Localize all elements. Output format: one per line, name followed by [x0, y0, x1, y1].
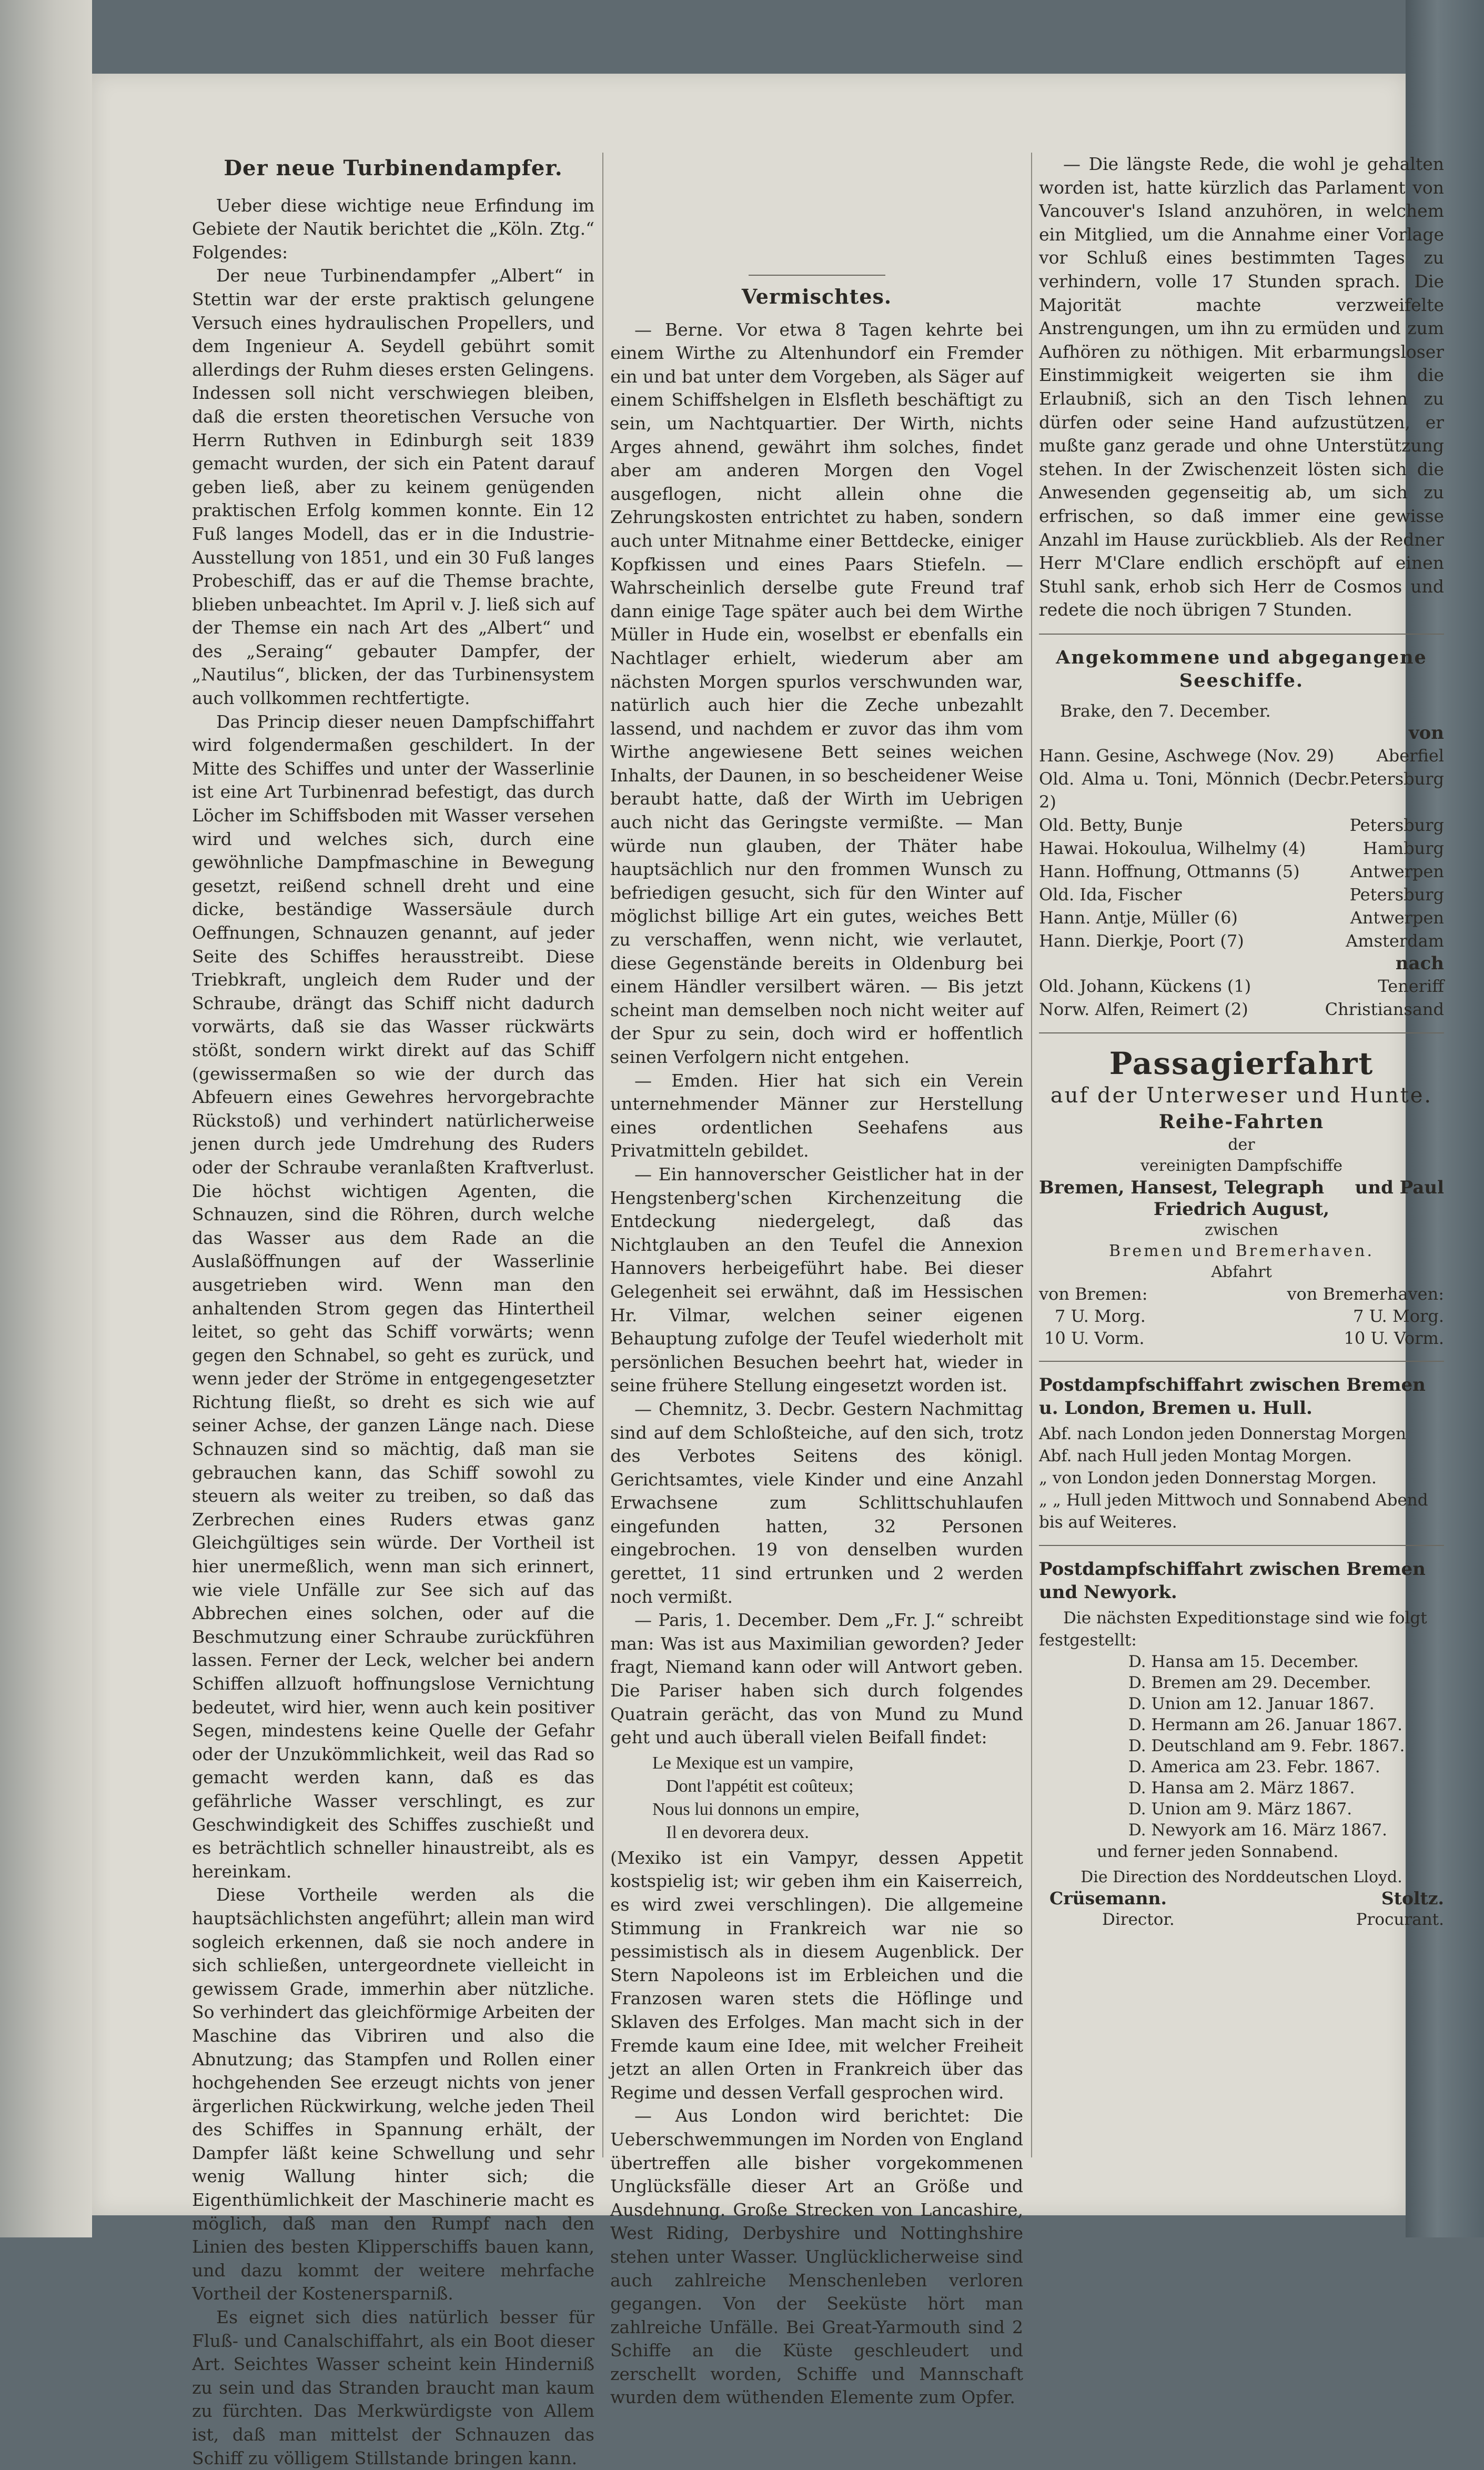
- post-newyork-title: Postdampfschiffahrt zwischen Bremen und Newyork.: [1039, 1558, 1426, 1603]
- timetable-time: 7 U. Morg.: [1353, 1306, 1444, 1326]
- ship-port: Christiansand: [1325, 999, 1444, 1019]
- timetable-time: 7 U. Morg.: [1055, 1306, 1146, 1326]
- quatrain: [652, 1752, 1023, 1844]
- article-paragraph: Das Princip dieser neuen Dampfschiffahrt wird folgendermaßen geschildert. In der Mitte des Schiffes und unter der Wasserlinie ist eine Art Turbinenrad befestigt, das durch Löcher im Schiffsboden mit Wasser versehen wird und welches sich, durch eine gewöhnliche Dampfmaschine in Bewegung gesetzt, reißend schnell dreht und eine dicke, beständige Wassersäule durch Oeffnungen, Schnauzen genannt, auf jeder Seite des Schiffes herausstreibt. Diese Triebkraft, ungleich dem Ruder und der Schraube, drängt das Schiff nicht dadurch vorwärts, daß sie das Wasser rückwärts stößt, sondern wirkt direkt auf das Schiff (gewissermaßen so wie der durch das Abfeuern eines Gewehres hervorgebrachte Rückstoß) und verhindert natürlicherweise jenen durch jede Umdrehung des Ruders oder der Schraube veranlaßten Kraftverlust. Die höchst wichtigen Agenten, die Schnauzen, sind die Röhren, durch welche das Wasser aus dem Rade an die Auslaßöffnungen auf der Wasserlinie ausgetrieben wird. Wenn man den anhaltenden Strom gegen das Hintertheil leitet, so geht das Schiff vorwärts; wenn gegen den Schnabel, so geht es zurück, und wenn jeder der Ströme in entgegengesetzter Richtung fließt, so dreht es sich wie auf seiner Achse, der ganzen Länge nach. Diese Schnauzen sind so mächtig, daß man sie gebrauchen kann, das Schiff sowohl zu steuern als weiter zu treiben, so daß das Zerbrechen eines Ruders etwas ganz Gleichgültiges sein würde. Der Vortheil ist hier unermeßlich, wenn man sich erinnert, wie viele Unfälle zur See sich auf das Abbrechen eines solchen, oder auf die Beschmutzung einer Schraube zurückführen lassen. Ferner der Leck, welcher bei andern Schiffen allzuoft hoffnungslose Vernichtung bedeutet, wird hier, wenn auch kein positiver Segen, mindestens keine Quelle der Gefahr oder der Unzukömmlichkeit, weil das Rad so gemacht werden kann, daß es das gefährliche Wasser verschlingt, es zur Geschwindigkeit des Schiffes zuschießt und es beträchtlich schneller hinaustreibt, als es hereinkam.: [192, 711, 594, 1882]
- ships-place-date: Brake, den 7. December.: [1060, 700, 1271, 721]
- schedule-intro: Die nächsten Expeditionstage sind wie folgt festgestellt:: [1039, 1608, 1427, 1650]
- passagier-subtitle: auf der Unterweser und Hunte.: [1050, 1083, 1433, 1108]
- sailing-date: D. Union am 12. Januar 1867.: [1128, 1694, 1375, 1713]
- ad-ships: Bremen, Hansest, Telegraph: [1039, 1177, 1325, 1198]
- ship-row: [1039, 814, 1444, 837]
- ship-port: Amsterdam: [1346, 930, 1444, 951]
- ships-title: Angekommene und abgegangene Seeschiffe.: [1056, 646, 1427, 691]
- ship-row: [1039, 883, 1444, 906]
- ship-row: [1039, 767, 1444, 814]
- ship-row: [1039, 929, 1444, 952]
- ship-name: Old. Betty, Bunje: [1039, 815, 1183, 835]
- ad-text: vereinigten Dampfschiffe: [1140, 1156, 1343, 1175]
- arrived-list: [1039, 744, 1444, 952]
- sailing-date: D. Deutschland am 9. Febr. 1867.: [1128, 1736, 1405, 1755]
- ship-name: Old. Johann, Kückens (1): [1039, 976, 1251, 996]
- section-divider: [749, 275, 885, 276]
- direction-line: Die Direction des Norddeutschen Lloyd.: [1081, 1867, 1402, 1886]
- ship-name: Hann. Antje, Müller (6): [1039, 907, 1238, 928]
- ship-name: Old. Alma u. Toni, Mönnich (Decbr. 2): [1039, 768, 1350, 812]
- schedule-line: Abf. nach Hull jeden Montag Morgen.: [1039, 1446, 1352, 1465]
- news-item: — Berne. Vor etwa 8 Tagen kehrte bei einem Wirthe zu Altenhundorf ein Fremder ein und bat unter dem Vorgeben, als Säger auf einem Schiffshelgen in Elsfleth beschäftigt zu sein, um Nachtquartier. Der Wirth, nichts Arges ahnend, gewährt ihm solches, findet aber am anderen Morgen den Vogel ausgeflogen, nicht allein ohne die Zehrungskosten entrichtet zu haben, sondern auch unter Mitnahme einer Bettdecke, einiger Kopfkissen und eines Paars Stiefeln. — Wahrscheinlich derselbe gute Freund traf dann einige Tage später auch bei dem Wirthe Müller in Hude ein, woselbst er ebenfalls ein Nachtlager erhielt, wiederum aber am nächsten Morgen spurlos verschwunden war, natürlich auch hier die Zeche unbezahlt lassend, und nachdem er zuvor das ihm vom Wirthe angewiesene Bett seines weichen Inhalts, der Daunen, in so bescheidener Weise beraubt hatte, daß der Wirth im Uebrigen auch nicht das Geringste vermißte. — Man würde nun glauben, der Thäter habe hauptsächlich nur den frommen Wunsch zu befriedigen gesucht, sich für den Winter auf möglichst billige Art ein gutes, weiches Bett zu verschaffen, wenn nicht, wie verlautet, diese Gegenstände bereits in Oldenburg bei einem Händler versilbert wären. — Bis jetzt scheint man demselben noch nicht weiter auf der Spur zu sein, doch wird er hoffentlich seinen Verfolgern nicht entgehen.: [610, 319, 1023, 1067]
- ad-text: zwischen: [1205, 1220, 1278, 1239]
- article-paragraph: Der neue Turbinendampfer „Albert“ in Stettin war der erste praktisch gelungene Versuch eines hydraulischen Propellers, und dem Ingenieur A. Seydell gebührt somit allerdings der Ruhm dieses ersten Gelingens. Indessen soll nicht verschwiegen bleiben, daß die ersten theoretischen Versuche von Herrn Ruthven in Edinburgh seit 1839 gemacht wurden, der sich ein Patent darauf geben ließ, aber zu keinem genügenden praktischen Erfolg kommen konnte. Ein 12 Fuß langes Modell, das er in die Industrie-Ausstellung von 1851, und ein 30 Fuß langes Probeschiff, das er auf die Themse brachte, blieben unbeachtet. Im April v. J. ließ sich auf der Themse ein nach Art des „Albert“ und des „Seraing“ gebauter Dampfer, der „Nautilus“, blicken, der das Turbinensystem auch vollkommen rechtfertigte.: [192, 265, 594, 709]
- ship-name: Hann. Hoffnung, Ottmanns (5): [1039, 861, 1300, 881]
- sailing-date: D. Bremen am 29. December.: [1128, 1673, 1371, 1692]
- ad-ships: und Paul: [1355, 1177, 1444, 1198]
- ship-row: [1039, 860, 1444, 883]
- departed-list: [1039, 975, 1444, 1021]
- sailing-date: D. America am 23. Febr. 1867.: [1128, 1757, 1380, 1776]
- ad-ships: Friedrich August,: [1153, 1198, 1330, 1220]
- poem-line: Il en devorera deux.: [666, 1822, 809, 1842]
- signature-name: Stoltz.: [1381, 1887, 1444, 1909]
- section-divider: [1039, 1545, 1444, 1546]
- ad-text: der: [1228, 1135, 1255, 1154]
- article-title: Der neue Turbinendampfer.: [224, 156, 563, 180]
- column-3: [1039, 153, 1444, 2163]
- ship-row: [1039, 975, 1444, 998]
- column-divider: [1031, 153, 1032, 2157]
- von-label: von: [1408, 722, 1444, 744]
- column-2: [610, 153, 1023, 2408]
- ship-row: [1039, 998, 1444, 1021]
- schedule-closing: und ferner jeden Sonnabend.: [1097, 1842, 1339, 1861]
- article-paragraph: Es eignet sich dies natürlich besser für Fluß- und Canalschiffahrt, als ein Boot dieser Art. Seichtes Wasser scheint kein Hinderniß zu sein und das Stranden braucht man kaum zu fürchten. Das Merkwürdigste von Allem ist, daß man mittelst der Schnauzen das Schiff zu völligem Stillstande bringen kann.: [192, 2307, 594, 2468]
- news-item: — Chemnitz, 3. Decbr. Gestern Nachmittag sind auf dem Schloßteiche, auf den sich, trotz des Verbotes Seitens des königl. Gerichtsamtes, viele Kinder und eine Anzahl Erwachsene zum Schlittschuhlaufen eingefunden hatten, 32 Personen eingebrochen. 19 von denselben wurden gerettet, 11 sind ertrunken und 2 werden noch vermißt.: [610, 1398, 1023, 1607]
- column-1: [192, 153, 594, 2468]
- ship-name: Hawai. Hokoulua, Wilhelmy (4): [1039, 838, 1306, 858]
- ship-port: Antwerpen: [1350, 861, 1444, 881]
- sailing-date: D. Hansa am 15. December.: [1128, 1652, 1359, 1671]
- schedule-line: Abf. nach London jeden Donnerstag Morgen: [1039, 1424, 1406, 1443]
- nach-label: nach: [1395, 952, 1444, 974]
- timetable-label: von Bremerhaven:: [1287, 1283, 1444, 1304]
- ship-name: Hann. Gesine, Aschwege (Nov. 29): [1039, 745, 1335, 766]
- section-divider: [1039, 634, 1444, 635]
- ship-port: Petersburg: [1349, 768, 1444, 789]
- timetable-time: 10 U. Vorm.: [1344, 1328, 1444, 1348]
- passagier-title: Passagierfahrt: [1109, 1045, 1374, 1081]
- sailing-date: D. Newyork am 16. März 1867.: [1128, 1820, 1387, 1840]
- ship-port: Petersburg: [1349, 815, 1444, 835]
- post-london-title: Postdampfschiffahrt zwischen Bremen u. London, Bremen u. Hull.: [1039, 1374, 1426, 1419]
- section-divider: [1039, 1032, 1444, 1033]
- signature-name: Crüsemann.: [1049, 1887, 1167, 1909]
- news-item: — Die längste Rede, die wohl je gehalten worden ist, hatte kürzlich das Parlament von Vancouver's Island anzuhören, in welchem ein Mitglied, um die Annahme einer Vorlage vor Schluß eines bestimmten Tages zu verhindern, volle 17 Stunden sprach. Die Majorität machte verzweifelte Anstrengungen, um ihn zu ermüden und zum Aufhören zu nöthigen. Mit erbarmungsloser Einstimmigkeit weigerten sie ihm die Erlaubniß, sich an den Tisch lehnen zu dürfen oder seine Hand aufzustützen, er mußte ganz gerade und ohne Unterstützung stehen. In der Zwischenzeit lösten sich die Anwesenden gegenseitig ab, um sich zu erfrischen, so daß immer eine gewisse Anzahl im Hause zurückblieb. Als der Redner Herr M'Clare endlich erschöpft auf einen Stuhl sank, erhob sich Herr de Cosmos und redete die noch übrigen 7 Stunden.: [1039, 154, 1444, 620]
- reihe-fahrten: Reihe-Fahrten: [1158, 1110, 1325, 1133]
- ad-route: Bremen und Bremerhaven.: [1108, 1241, 1375, 1260]
- signature-role: Director.: [1102, 1910, 1175, 1929]
- ship-name: Old. Ida, Fischer: [1039, 884, 1182, 905]
- sailing-date: D. Hansa am 2. März 1867.: [1128, 1778, 1355, 1798]
- ship-row: [1039, 837, 1444, 860]
- article-paragraph: Diese Vortheile werden als die hauptsächlichsten angeführt; allein man wird sogleich erkennen, daß sie noch andere in sich schließen, untergeordnete vielleicht in gewissem Grade, immerhin aber nützliche. So verhindert das gleichförmige Arbeiten der Maschine das Vibriren und also die Abnutzung; das Stampfen und Rollen einer hochgehenden See erzeugt nichts von jener ärgerlichen Rückwirkung, welche jeden Theil des Schiffes in Spannung erhält, der Dampfer läßt keine Schwellung und sehr wenig Wallung hinter sich; die Eigenthümlichkeit der Maschinerie macht es möglich, daß man den Rumpf nach den Linien des besten Klipperschiffs bauen kann, und dazu kommt der weitere mehrfache Vortheil der Kostenersparniß.: [192, 1884, 594, 2304]
- news-item: (Mexiko ist ein Vampyr, dessen Appetit kostspielig ist; wir geben ihm ein Kaiserreich, es wird zwei verschlingen). Die allgemeine Stimmung in Frankreich war nie so pessimistisch als in diesem Augenblick. Der Stern Napoleons ist im Erbleichen und die Franzosen waren stets die Höflinge und Sklaven des Erfolges. Man macht sich in der Fremde kaum eine Idee, mit welcher Freiheit jetzt an allen Orten in Frankreich über das Regime und dessen Verfall gesprochen wird.: [610, 1847, 1023, 2103]
- poem-line: Dont l'appétit est coûteux;: [666, 1776, 854, 1796]
- signature-role: Procurant.: [1356, 1910, 1444, 1929]
- schedule-line: „ „ Hull jeden Mittwoch und Sonnabend Abend bis auf Weiteres.: [1039, 1490, 1428, 1532]
- news-item: — Ein hannoverscher Geistlicher hat in der Hengstenberg'schen Kirchenzeitung die Entdeckung niedergelegt, daß das Nichtglauben an den Teufel die Annexion Hannovers herbeigeführt habe. Bei dieser Gelegenheit sei erwähnt, daß im Hessischen Hr. Vilmar, welchen seiner eigenen Behauptung zufolge der Teufel wiederholt mit persönlichen Besuchen beehrt hat, wieder in seine frühere Stellung eingesetzt worden ist.: [610, 1163, 1023, 1396]
- sailing-date: D. Union am 9. März 1867.: [1128, 1799, 1352, 1819]
- timetable-label: von Bremen:: [1039, 1283, 1148, 1304]
- ship-port: Hamburg: [1362, 838, 1444, 858]
- poem-line: Nous lui donnons un empire,: [652, 1799, 860, 1819]
- news-item: — Emden. Hier hat sich ein Verein unternehmender Männer zur Herstellung eines ordentlichen Seehafens aus Privatmitteln gebildet.: [610, 1070, 1023, 1161]
- ship-row: [1039, 906, 1444, 929]
- ship-port: Antwerpen: [1350, 907, 1444, 928]
- news-item: — Paris, 1. December. Dem „Fr. J.“ schreibt man: Was ist aus Maximilian geworden? Jeder fragt, Niemand kann oder will Antwort geben. Die Pariser haben sich durch folgendes Quatrain gerächt, das von Mund zu Mund geht und auch überall vielen Beifall findet:: [610, 1610, 1023, 1748]
- news-item: — Aus London wird berichtet: Die Ueberschwemmungen im Norden von England übertreffen alle bisher vorgekommenen Unglücksfälle dieser Art an Größe und Ausdehnung. Große Strecken von Lancashire, West Riding, Derbyshire und Nottinghshire stehen unter Wasser. Unglücklicherweise sind auch zahlreiche Menschenleben verloren gegangen. Von der Seeküste hört man zahlreiche Unfälle. Bei Great-Yarmouth sind 2 Schiffe an die Küste geschleudert und zerschellt worden, Schiffe und Mannschaft wurden dem wüthenden Elemente zum Opfer.: [610, 2105, 1023, 2408]
- section-divider: [1039, 1361, 1444, 1362]
- book-gutter: [0, 0, 92, 2237]
- column-divider: [602, 153, 603, 2157]
- ship-row: [1039, 744, 1444, 767]
- ship-port: Aberfiel: [1376, 745, 1444, 766]
- ship-port: Teneriff: [1378, 976, 1444, 996]
- ship-port: Petersburg: [1349, 884, 1444, 905]
- ad-text: Abfahrt: [1211, 1262, 1272, 1281]
- ship-name: Norw. Alfen, Reimert (2): [1039, 999, 1248, 1019]
- schedule-line: „ von London jeden Donnerstag Morgen.: [1039, 1468, 1377, 1488]
- section-title: Vermischtes.: [741, 285, 892, 308]
- poem-line: Le Mexique est un vampire,: [652, 1753, 854, 1773]
- article-paragraph: Ueber diese wichtige neue Erfindung im Gebiete der Nautik berichtet die „Köln. Ztg.“ Folgendes:: [192, 195, 594, 263]
- timetable-time: 10 U. Vorm.: [1044, 1328, 1145, 1348]
- ship-name: Hann. Dierkje, Poort (7): [1039, 930, 1244, 951]
- sailing-date: D. Hermann am 26. Januar 1867.: [1128, 1715, 1402, 1734]
